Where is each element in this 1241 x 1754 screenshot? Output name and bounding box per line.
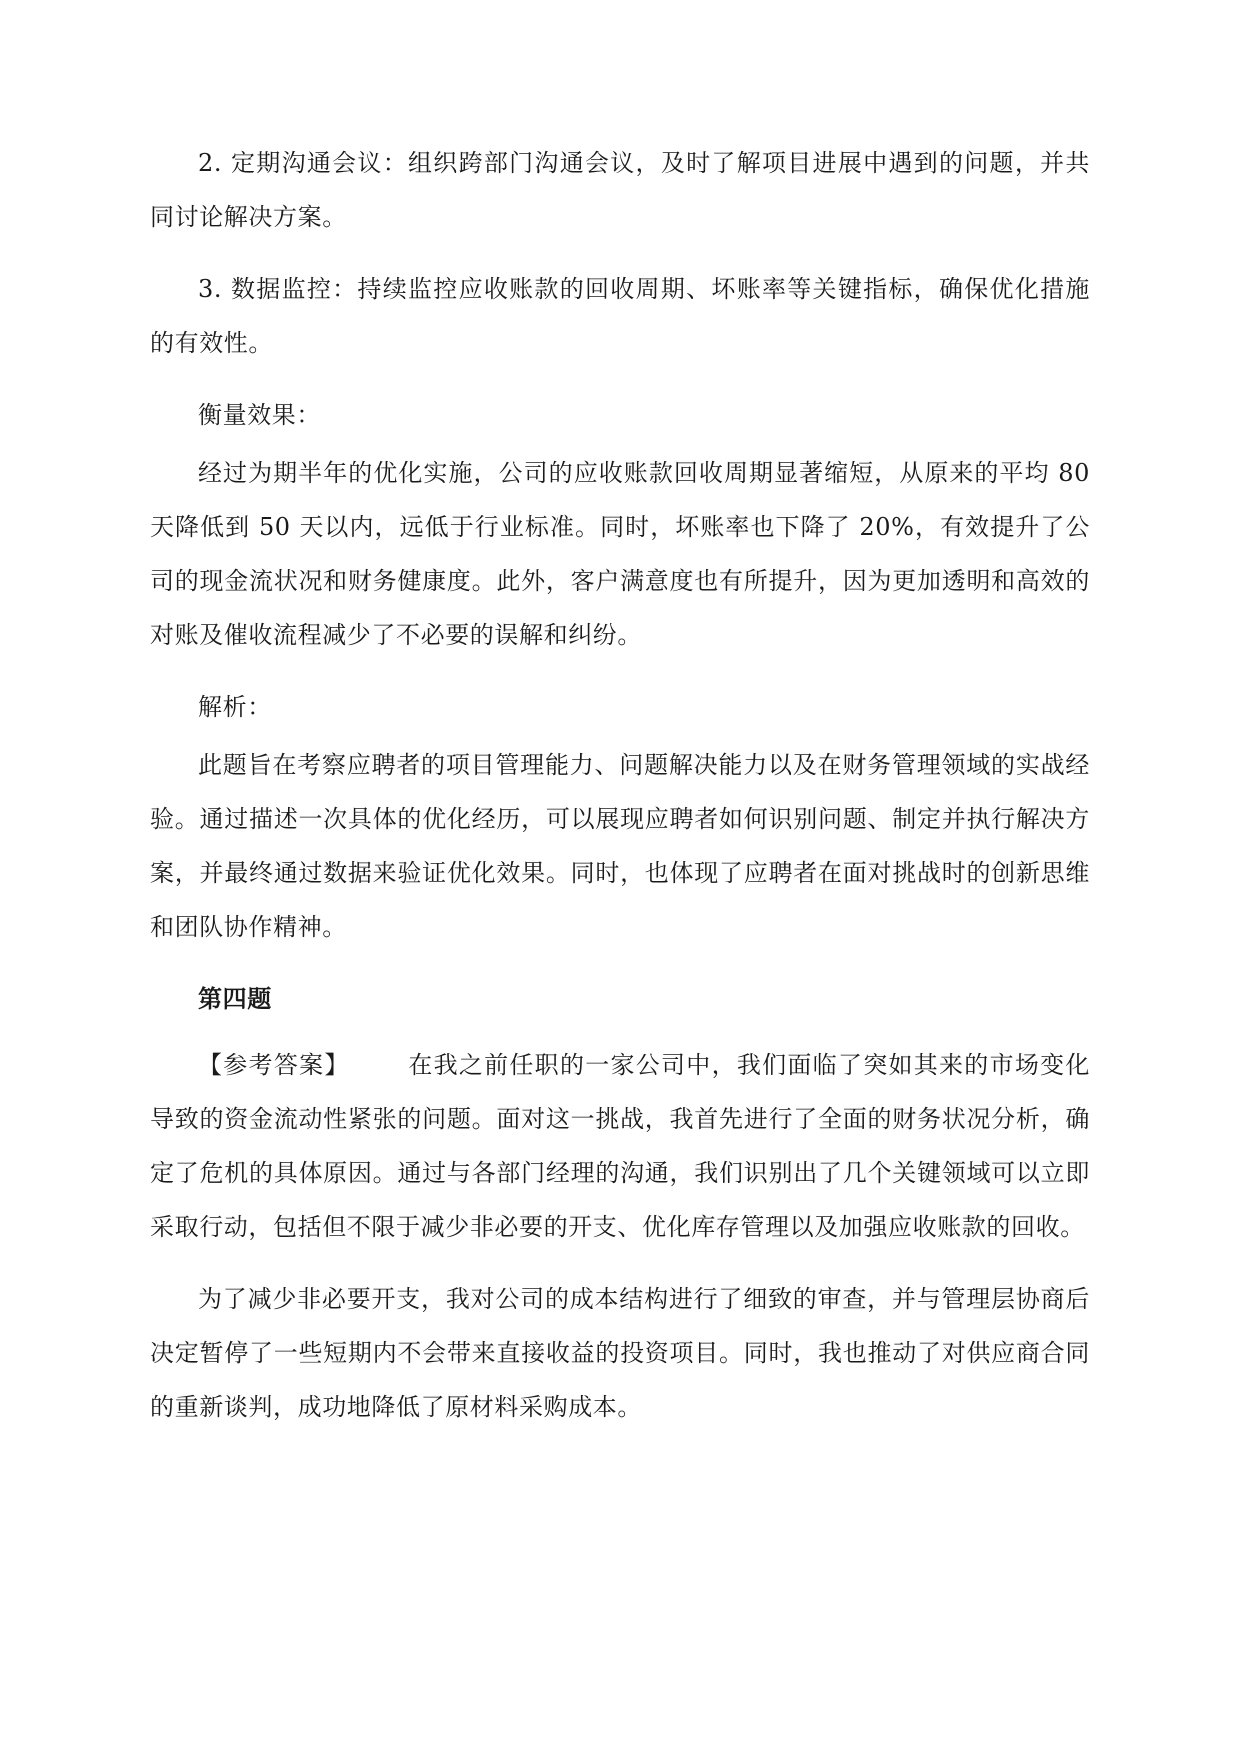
paragraph-measure-results: 经过为期半年的优化实施，公司的应收账款回收周期显著缩短，从原来的平均 80 天降低到 50 天以内，远低于行业标准。同时，坏账率也下降了 20%，有效提升了公司的现金流状况和财务健康度。此外，客户满意度也有所提升，因为更加透明和高效的对账及催收流程减少了不必要的误解和纠纷。 [150, 459, 1090, 649]
document-page [150, 136, 1090, 1452]
paragraph-reference-answer [150, 1038, 1090, 1254]
paragraph-measure-label: 衡量效果： [198, 401, 321, 429]
paragraph-communication-meeting: 2. 定期沟通会议：组织跨部门沟通会议，及时了解项目进展中遇到的问题，并共同讨论解决方案。 [150, 149, 1090, 231]
reference-answer-text: 在我之前任职的一家公司中，我们面临了突如其来的市场变化导致的资金流动性紧张的问题。面对这一挑战，我首先进行了全面的财务状况分析，确定了危机的具体原因。通过与各部门经理的沟通，我们识别出了几个关键领域可以立即采取行动，包括但不限于减少非必要的开支、优化库存管理以及加强应收账款的回收。 [150, 1051, 1090, 1241]
paragraph-analysis: 此题旨在考察应聘者的项目管理能力、问题解决能力以及在财务管理领域的实战经验。通过描述一次具体的优化经历，可以展现应聘者如何识别问题、制定并执行解决方案，并最终通过数据来验证优化效果。同时，也体现了应聘者在面对挑战时的创新思维和团队协作精神。 [150, 751, 1090, 941]
paragraph-data-monitoring: 3. 数据监控：持续监控应收账款的回收周期、坏账率等关键指标，确保优化措施的有效性。 [150, 275, 1090, 357]
section-heading: 第四题 [198, 984, 272, 1013]
paragraph-analysis-label: 解析： [198, 693, 272, 721]
reference-answer-label: 【参考答案】 [198, 1051, 350, 1079]
paragraph-cost-reduction: 为了减少非必要开支，我对公司的成本结构进行了细致的审查，并与管理层协商后决定暂停了一些短期内不会带来直接收益的投资项目。同时，我也推动了对供应商合同的重新谈判，成功地降低了原材料采购成本。 [150, 1285, 1090, 1421]
